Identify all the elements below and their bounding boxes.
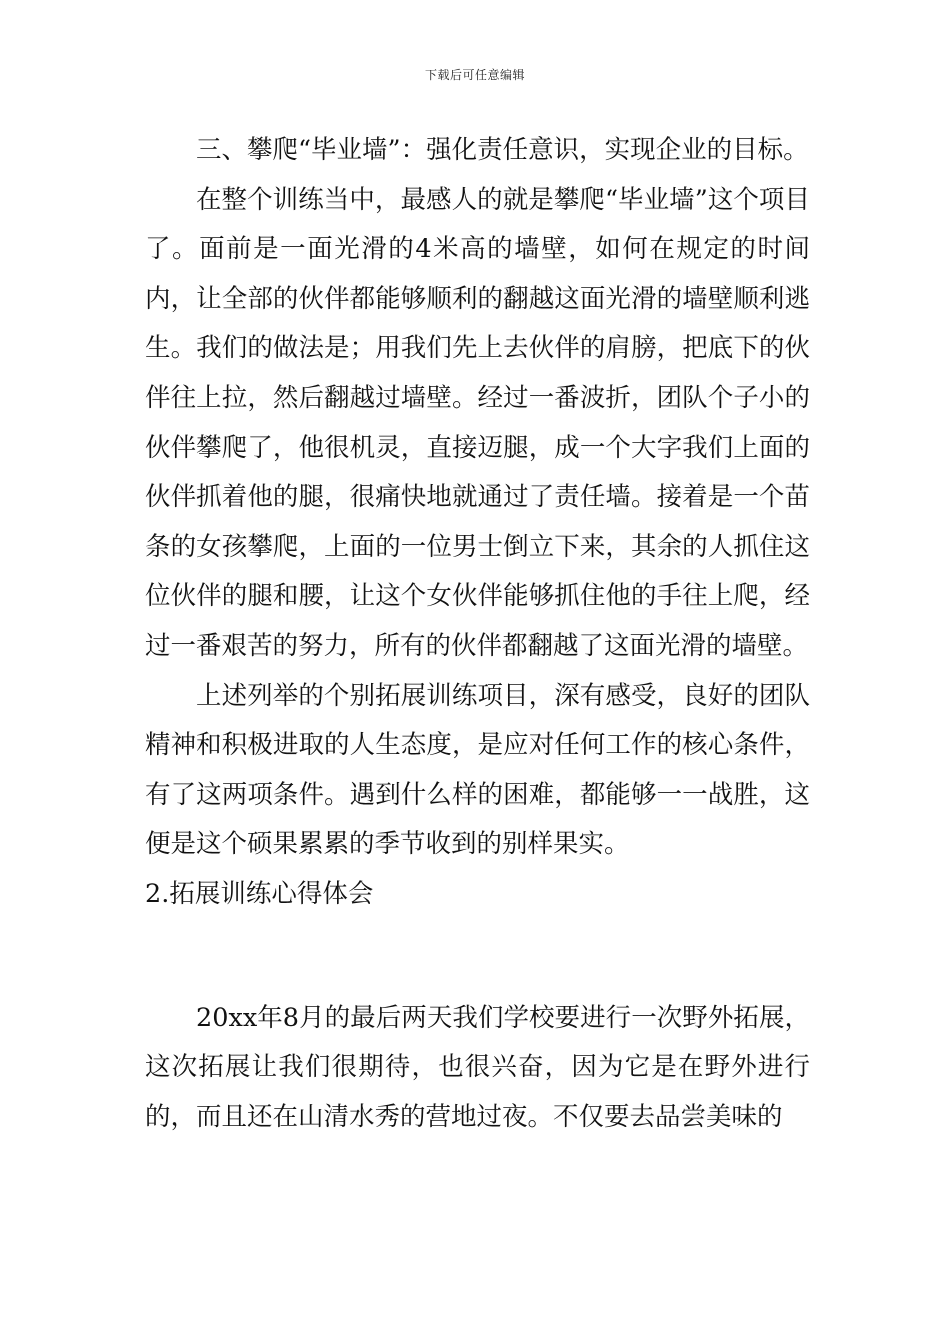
document-body [145, 126, 810, 1142]
paragraph-summary: 上述列举的个别拓展训练项目，深有感受，良好的团队精神和积极进取的人生态度，是应对任何工作的核心条件，有了这两项条件。遇到什么样的困难，都能够一一战胜，这便是这个硕果累累的季节收到的别样果实。 [145, 680, 810, 860]
paragraph-wall-story: 在整个训练当中，最感人的就是攀爬“毕业墙”这个项目了。面前是一面光滑的4米高的墙壁，如何在规定的时间内，让全部的伙伴都能够顺利的翻越这面光滑的墙壁顺利逃生。我们的做法是；用我们先上去伙伴的肩膀，把底下的伙伴往上拉，然后翻越过墙壁。经过一番波折，团队个子小的伙伴攀爬了，他很机灵，直接迈腿，成一个大字我们上面的伙伴抓着他的腿，很痛快地就通过了责任墙。接着是一个苗条的女孩攀爬，上面的一位男士倒立下来，其余的人抓住这位伙伴的腿和腰，让这个女伙伴能够抓住他的手往上爬，经过一番艰苦的努力，所有的伙伴都翻越了这面光滑的墙壁。 [145, 184, 810, 661]
section-title: 2.拓展训练心得体会 [145, 878, 374, 909]
paragraph-field-trip: 20xx年8月的最后两天我们学校要进行一次野外拓展，这次拓展让我们很期待，也很兴奋，因为它是在野外进行的，而且还在山清水秀的营地过夜。不仅要去品尝美味的 [145, 1002, 810, 1132]
page-header: 下载后可任意编辑 [424, 68, 525, 82]
section-gap [145, 920, 810, 994]
paragraph-heading-climb-wall: 三、攀爬“毕业墙”：强化责任意识，实现企业的目标。 [196, 135, 809, 165]
